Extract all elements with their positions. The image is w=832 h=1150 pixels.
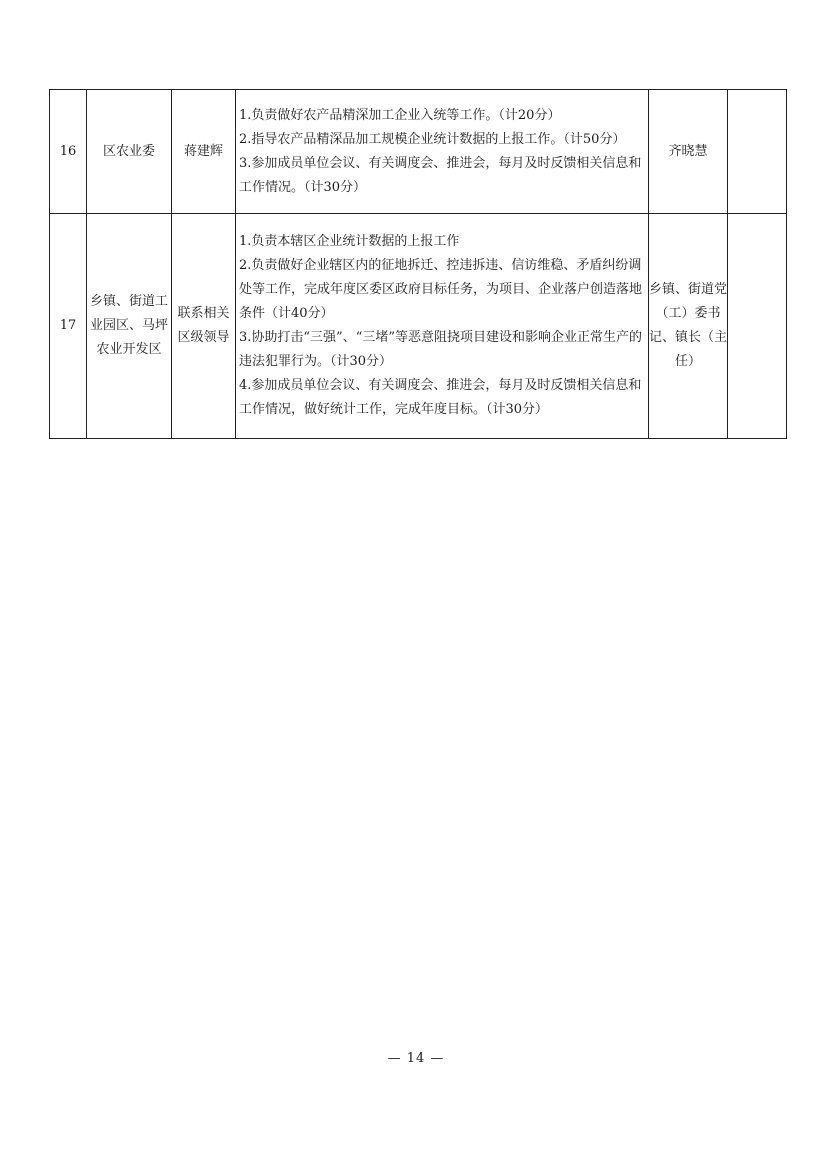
task-item: 2.负责做好企业辖区内的征地拆迁、控违拆违、信访维稳、矛盾纠纷调处等工作，完成年度区委区政府目标任务，为项目、企业落户创造落地条件（计40分） xyxy=(239,258,643,321)
table-row xyxy=(50,90,787,214)
task-item: 3.参加成员单位会议、有关调度会、推进会，每月及时反馈相关信息和工作情况。（计30分） xyxy=(239,155,642,195)
row-number: 16 xyxy=(50,90,87,214)
task-item: 2.指导农产品精深品加工规模企业统计数据的上报工作。（计50分） xyxy=(239,131,626,147)
unit-name: 乡镇、街道工业园区、马坪农业开发区 xyxy=(87,214,172,439)
responsible-person: 齐晓慧 xyxy=(649,90,728,214)
page-number: — 14 — xyxy=(387,1051,445,1066)
leader-name: 联系相关区级领导 xyxy=(172,214,236,439)
task-item: 1.负责做好农产品精深加工企业入统等工作。（计20分） xyxy=(239,107,561,123)
table-row xyxy=(50,214,787,439)
responsibility-table xyxy=(49,89,787,439)
remark-cell xyxy=(728,214,787,439)
responsible-person: 乡镇、街道党（工）委书记、镇长（主任） xyxy=(649,214,728,439)
task-item: 4.参加成员单位会议、有关调度会、推进会，每月及时反馈相关信息和工作情况，做好统计工作，完成年度目标。（计30分） xyxy=(239,378,642,417)
leader-name: 蒋建辉 xyxy=(172,90,236,214)
row-number: 17 xyxy=(50,214,87,439)
task-item: 1.负责本辖区企业统计数据的上报工作 xyxy=(239,234,460,249)
task-list xyxy=(236,90,649,214)
unit-name: 区农业委 xyxy=(87,90,172,214)
remark-cell xyxy=(728,90,787,214)
task-list xyxy=(236,214,649,439)
task-item: 3.协助打击“三强”、“三堵”等恶意阻挠项目建设和影响企业正常生产的违法犯罪行为。（计30分） xyxy=(239,330,642,369)
